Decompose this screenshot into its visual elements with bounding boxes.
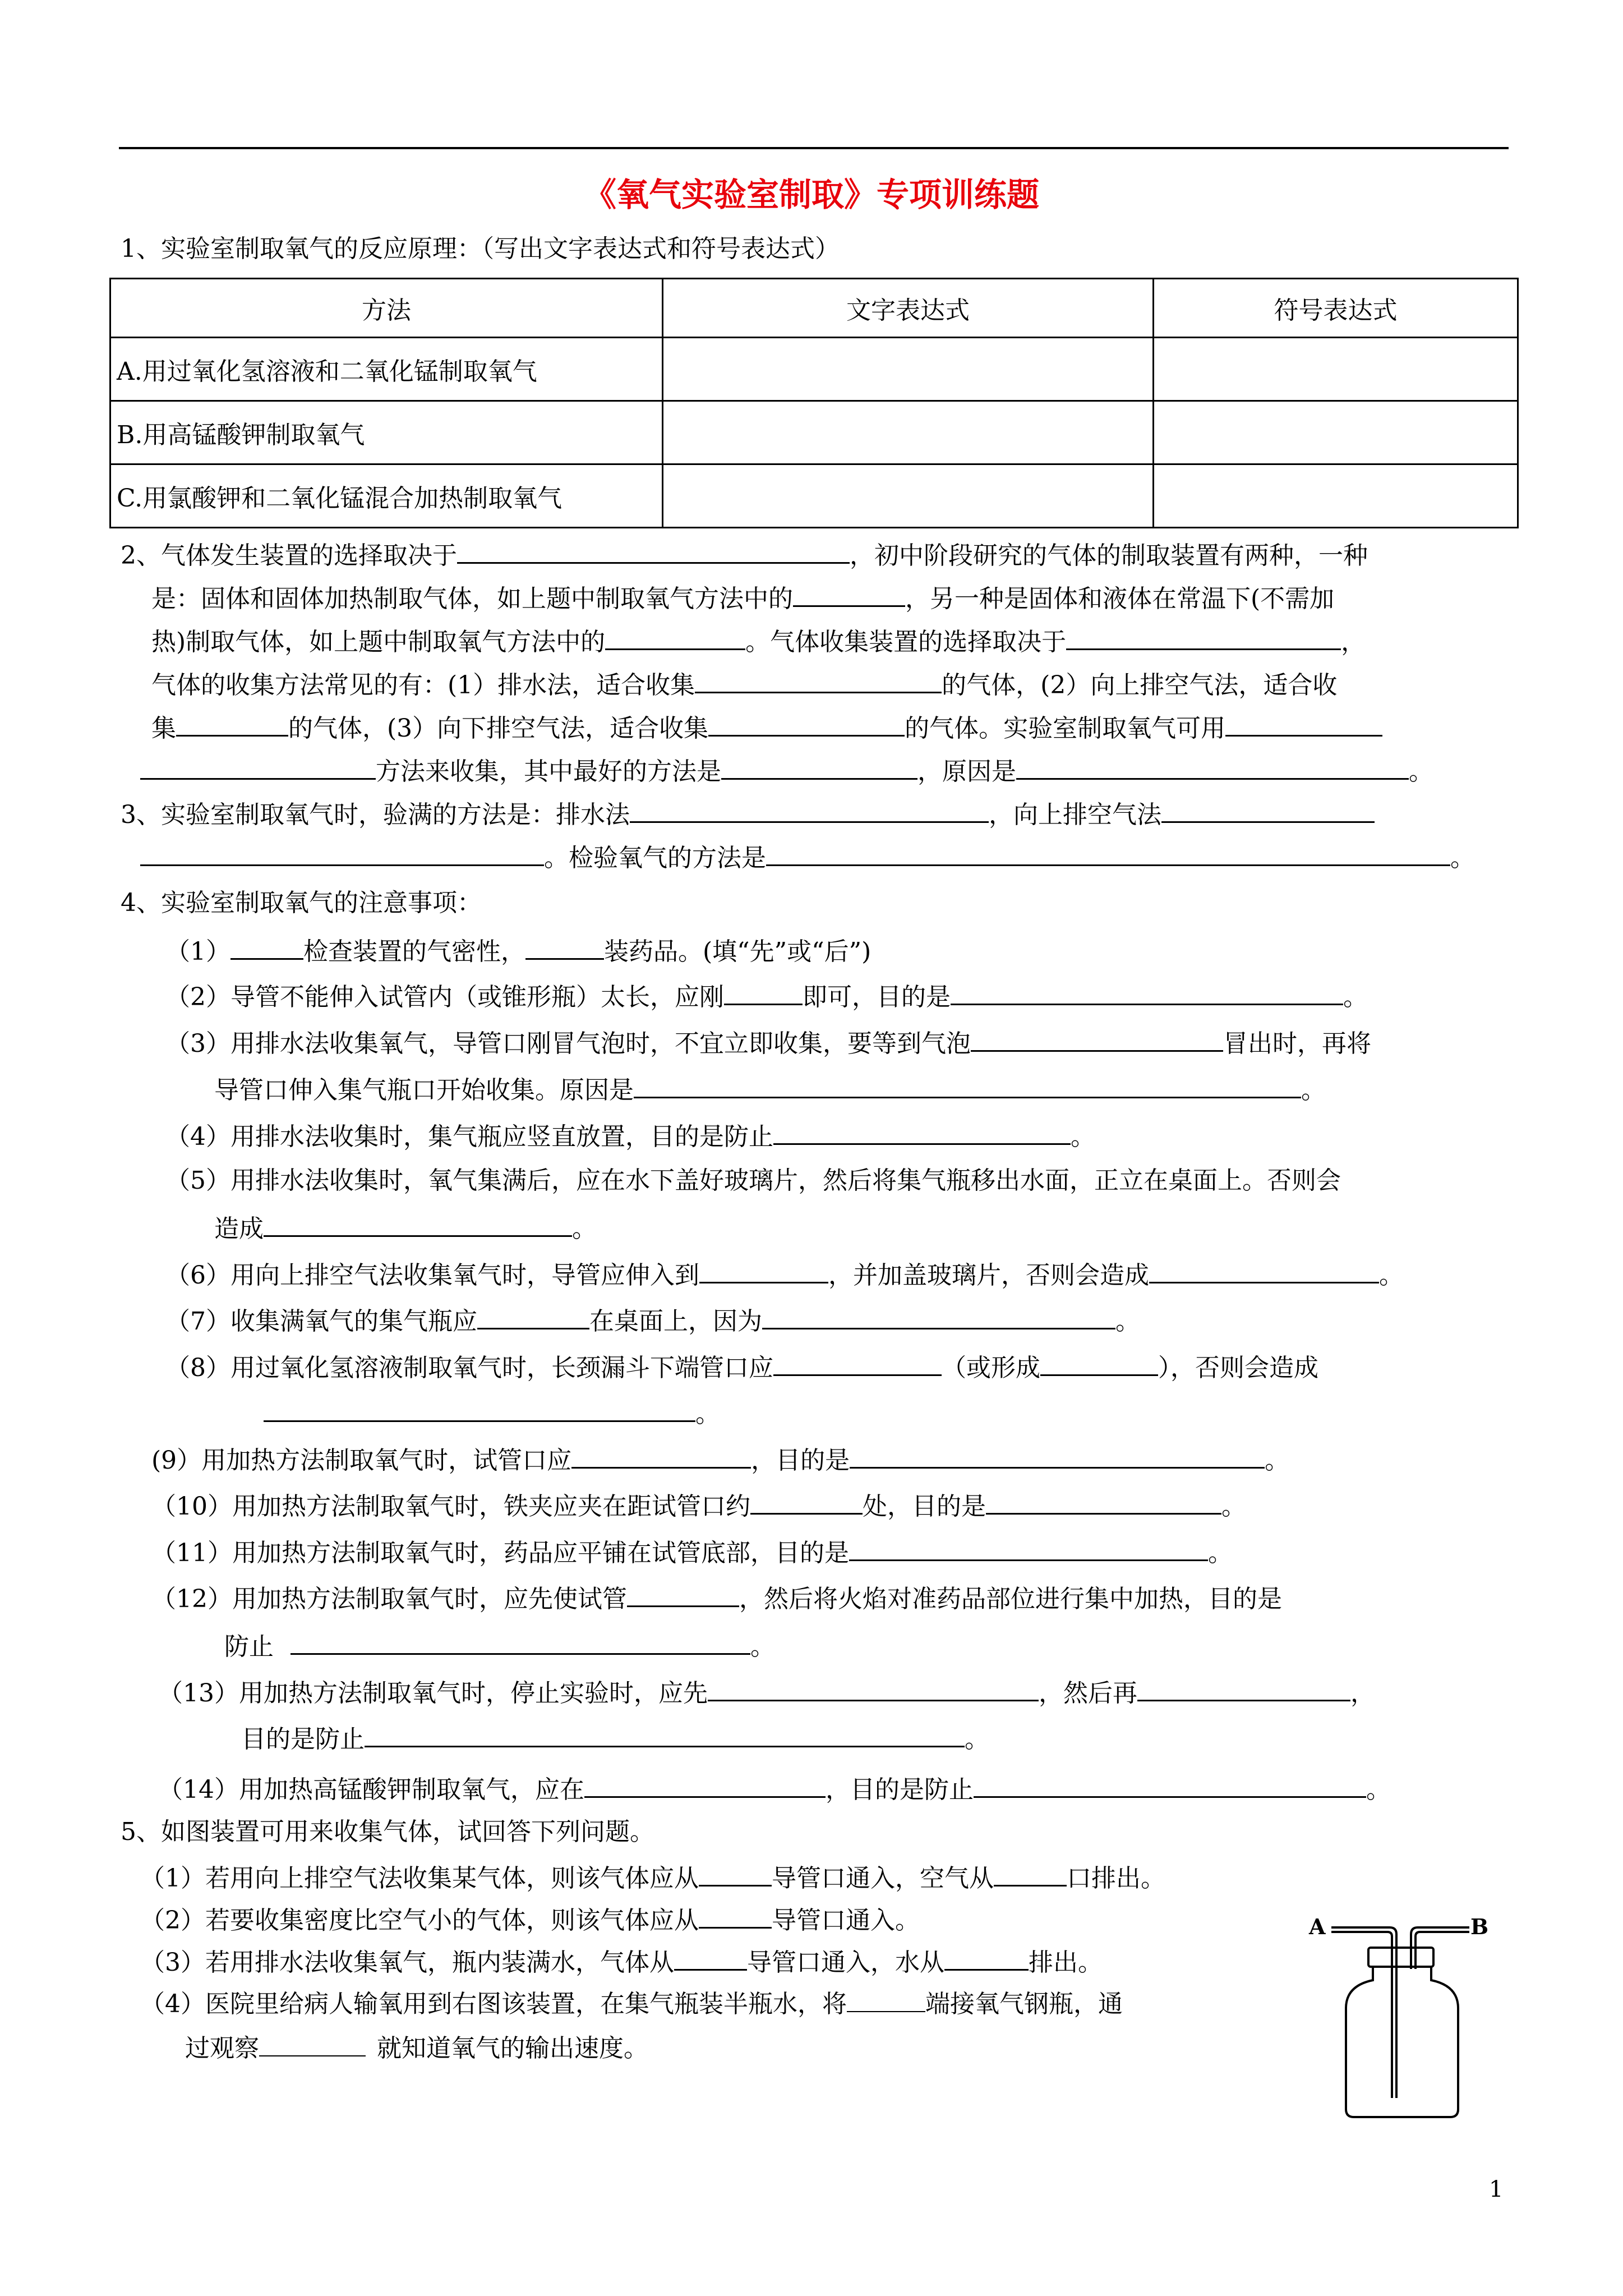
answer-blank[interactable] (847, 1987, 925, 2012)
q4-item-8-cont: 。 (264, 1397, 720, 1429)
answer-blank[interactable] (259, 2032, 366, 2056)
header-method: 方法 (110, 279, 663, 338)
q2-line5: 集 的气体，(3）向下排空气法，适合收集 的气体。实验室制取氧气可用 (151, 711, 1382, 744)
answer-blank[interactable] (1016, 754, 1409, 780)
method-a: A.用过氧化氢溶液和二氧化锰制取氧气 (110, 338, 663, 401)
answer-blank[interactable] (994, 1861, 1067, 1887)
answer-blank[interactable] (457, 539, 850, 564)
q4-item-11: （11）用加热方法制取氧气时，药品应平铺在试管底部，目的是 。 (151, 1536, 1233, 1568)
q4-item-14: （14）用加热高锰酸钾制取氧气，应在 ，目的是防止 。 (158, 1773, 1391, 1805)
answer-blank[interactable] (140, 841, 544, 866)
answer-blank[interactable] (724, 980, 803, 1005)
q3-line1: 3、实验室制取氧气时，验满的方法是：排水法 ，向上排空气法 (121, 798, 1375, 830)
answer-cell[interactable] (663, 464, 1154, 528)
q2-line3: 热)制取气体，如上题中制取氧气方法中的 。气体收集装置的选择取决于 ， (151, 625, 1366, 657)
answer-blank[interactable] (477, 1304, 589, 1329)
answer-blank[interactable] (762, 1304, 1115, 1329)
answer-blank[interactable] (971, 1027, 1223, 1052)
answer-blank[interactable] (695, 668, 942, 693)
answer-cell[interactable] (663, 338, 1154, 401)
table-row (110, 401, 1518, 464)
q5-stem: 5、如图装置可用来收集气体，试回答下列问题。 (121, 1818, 654, 1846)
answer-blank[interactable] (264, 1212, 572, 1237)
worksheet-title: 《氧气实验室制取》专项训练题 (583, 176, 1039, 214)
answer-blank[interactable] (1149, 1258, 1379, 1283)
header-symbol-equation: 符号表达式 (1154, 279, 1518, 338)
label-b: B (1470, 1914, 1489, 1939)
answer-blank[interactable] (1137, 1676, 1350, 1701)
q2-line4: 气体的收集方法常见的有：(1）排水法，适合收集 的气体，(2）向上排空气法，适合收 (151, 668, 1337, 701)
q5-item-3: （3）若用排水法收集氧气，瓶内装满水，气体从 导管口通入，水从 排出。 (140, 1945, 1103, 1978)
answer-blank[interactable] (264, 1397, 695, 1422)
answer-blank[interactable] (793, 582, 905, 607)
q4-item-3-cont: 导管口伸入集气瓶口开始收集。原因是 。 (214, 1073, 1326, 1106)
answer-blank[interactable] (634, 1073, 1301, 1098)
q4-item-10: （10）用加热方法制取氧气时，铁夹应夹在距试管口约 处，目的是 。 (151, 1489, 1246, 1522)
table-row (110, 464, 1518, 528)
answer-cell[interactable] (663, 401, 1154, 464)
q5-item-4-cont: 过观察 就知道氧气的输出速度。 (185, 2032, 648, 2064)
q5-item-1: （1）若用向上排空气法收集某气体，则该气体应从 导管口通入，空气从 口排出。 (140, 1861, 1165, 1894)
header-rule (119, 147, 1509, 149)
answer-blank[interactable] (750, 1489, 863, 1515)
answer-blank[interactable] (721, 754, 917, 780)
gas-bottle-diagram (1307, 1902, 1497, 2120)
q4-item-12-cont: 防止 。 (224, 1630, 775, 1662)
q4-item-8: （8）用过氧化氢溶液制取氧气时，长颈漏斗下端管口应 （或形成 ），否则会造成 (165, 1351, 1318, 1383)
answer-blank[interactable] (365, 1722, 965, 1747)
answer-blank[interactable] (1066, 625, 1341, 650)
answer-blank[interactable] (773, 1120, 1071, 1145)
answer-blank[interactable] (1040, 1351, 1158, 1376)
answer-blank[interactable] (176, 711, 288, 737)
answer-blank[interactable] (571, 1443, 751, 1469)
q4-item-12: （12）用加热方法制取氧气时，应先使试管 ，然后将火焰对准药品部位进行集中加热，目的是 (151, 1582, 1282, 1614)
answer-blank[interactable] (986, 1489, 1221, 1515)
answer-blank[interactable] (605, 625, 745, 650)
answer-blank[interactable] (974, 1773, 1366, 1798)
answer-blank[interactable] (708, 1676, 1039, 1701)
q4-item-4: （4）用排水法收集时，集气瓶应竖直放置，目的是防止 。 (165, 1120, 1095, 1152)
answer-blank[interactable] (291, 1630, 750, 1655)
page-number: 1 (1489, 2177, 1504, 2202)
table-row (110, 338, 1518, 401)
q2-line6: 方法来收集，其中最好的方法是 ，原因是 。 (140, 754, 1433, 787)
answer-blank[interactable] (944, 1945, 1029, 1971)
method-c: C.用氯酸钾和二氧化锰混合加热制取氧气 (110, 464, 663, 528)
q5-item-2: （2）若要收集密度比空气小的气体，则该气体应从 导管口通入。 (140, 1903, 920, 1936)
q3-line2: 。检验氧气的方法是 。 (140, 841, 1475, 873)
answer-blank[interactable] (849, 1536, 1208, 1561)
answer-cell[interactable] (1154, 401, 1518, 464)
answer-blank[interactable] (773, 1351, 942, 1376)
q4-item-2: （2）导管不能伸入试管内（或锥形瓶）太长，应刚 即可，目的是 。 (165, 980, 1368, 1013)
q4-item-13: （13）用加热方法制取氧气时，停止实验时，应先 ，然后再 ， (158, 1676, 1375, 1709)
answer-blank[interactable] (140, 754, 376, 780)
answer-blank[interactable] (1225, 711, 1382, 737)
answer-blank[interactable] (699, 1258, 828, 1283)
q5-item-4: （4）医院里给病人输氧用到右图该装置，在集气瓶装半瓶水，将 端接氧气钢瓶，通 (140, 1987, 1123, 2019)
table-header-row (110, 279, 1518, 338)
method-b: B.用高锰酸钾制取氧气 (110, 401, 663, 464)
answer-blank[interactable] (1161, 798, 1375, 823)
answer-blank[interactable] (951, 980, 1343, 1005)
q4-item-3: （3）用排水法收集氧气，导管口刚冒气泡时，不宜立即收集，要等到气泡 冒出时，再将 (165, 1027, 1371, 1059)
answer-blank[interactable] (230, 935, 303, 960)
q4-item-9: (9）用加热方法制取氧气时，试管口应 ，目的是 。 (151, 1443, 1289, 1476)
q4-item-13-cont: 目的是防止 。 (241, 1722, 989, 1755)
answer-blank[interactable] (699, 1861, 772, 1887)
answer-blank[interactable] (627, 1582, 739, 1607)
answer-blank[interactable] (630, 798, 989, 823)
q4-item-6: （6）用向上排空气法收集氧气时，导管应伸入到 ，并加盖玻璃片，否则会造成 。 (165, 1258, 1404, 1291)
q2-line2: 是：固体和固体加热制取气体，如上题中制取氧气方法中的 ，另一种是固体和液体在常温下(不需加 (151, 582, 1334, 614)
q4-item-7: （7）收集满氧气的集气瓶应 在桌面上，因为 。 (165, 1304, 1140, 1337)
answer-cell[interactable] (1154, 338, 1518, 401)
answer-blank[interactable] (674, 1945, 747, 1971)
answer-blank[interactable] (584, 1773, 826, 1798)
q4-item-5-cont: 造成 。 (214, 1212, 597, 1244)
answer-blank[interactable] (708, 711, 905, 737)
label-a: A (1309, 1914, 1326, 1939)
q4-item-1: （1） 检查装置的气密性， 装药品。(填“先”或“后”) (165, 935, 871, 967)
header-word-equation: 文字表达式 (663, 279, 1154, 338)
q2-line1: 2、气体发生装置的选择取决于 ，初中阶段研究的气体的制取装置有两种，一种 (121, 539, 1368, 571)
answer-blank[interactable] (525, 935, 604, 960)
q4-stem: 4、实验室制取氧气的注意事项： (121, 889, 482, 917)
q1-stem: 1、实验室制取氧气的反应原理：（写出文字表达式和符号表达式） (121, 234, 840, 263)
answer-blank[interactable] (850, 1443, 1265, 1469)
q4-item-5: （5）用排水法收集时，氧气集满后，应在水下盖好玻璃片，然后将集气瓶移出水面，正立在桌面上。否则会 (165, 1166, 1341, 1195)
answer-cell[interactable] (1154, 464, 1518, 528)
bottle-outline (1331, 1927, 1469, 2117)
answer-blank[interactable] (699, 1903, 772, 1929)
answer-blank[interactable] (766, 841, 1450, 866)
reaction-table (109, 278, 1519, 528)
